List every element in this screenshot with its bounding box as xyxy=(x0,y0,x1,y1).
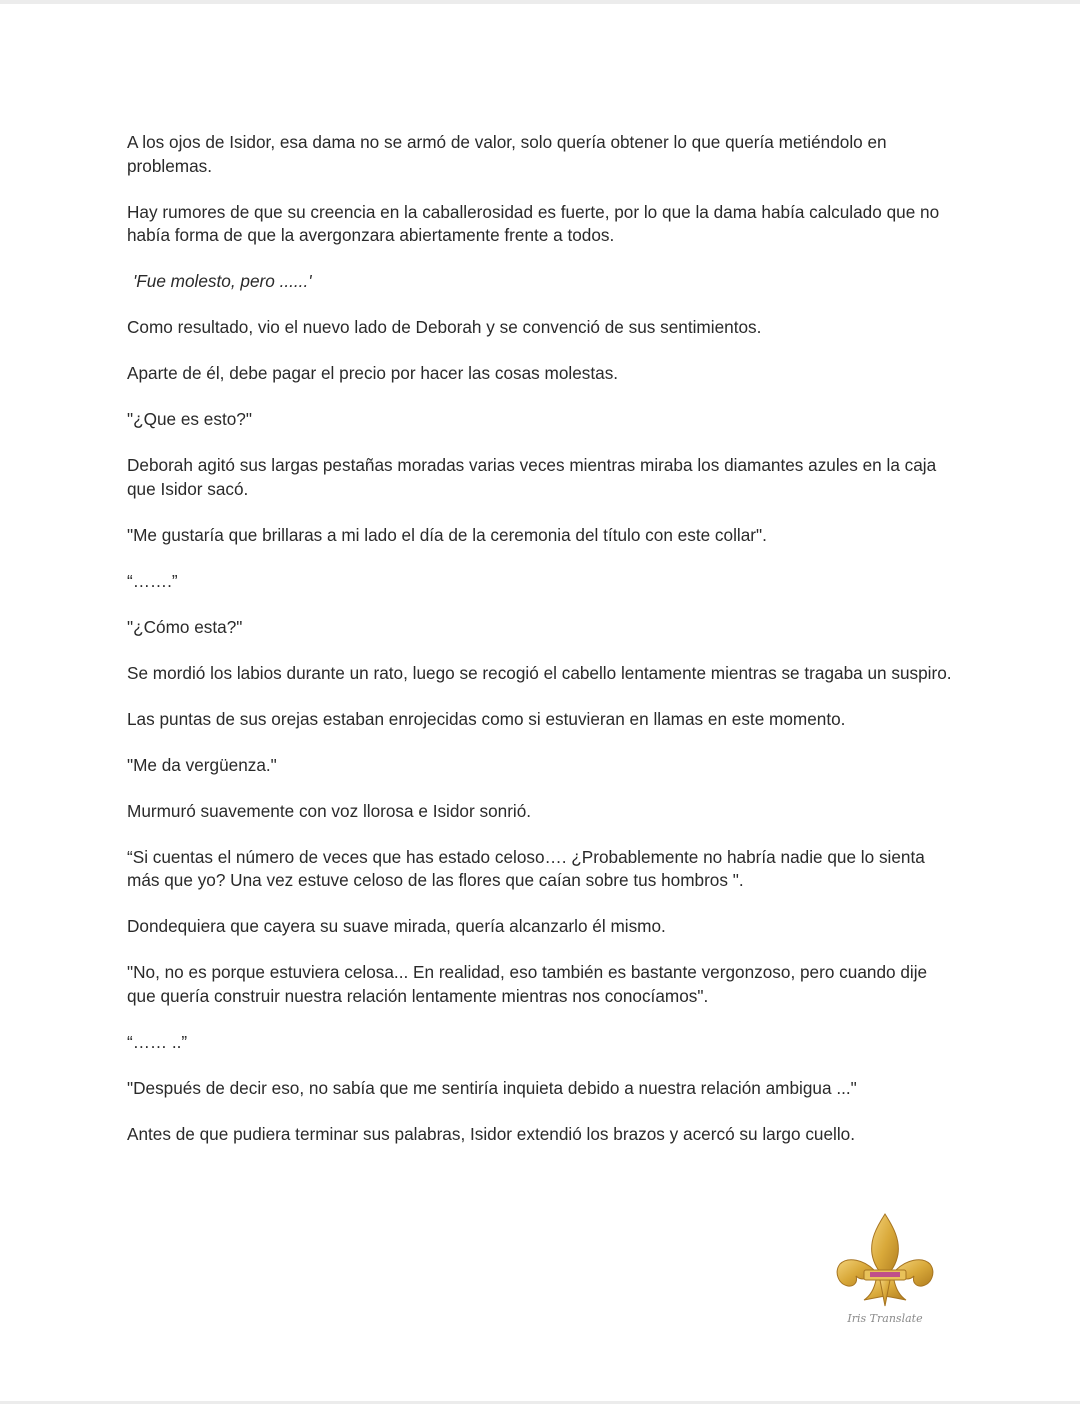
paragraph-dialogue: “…….” xyxy=(127,570,178,591)
paragraph: Se mordió los labios durante un rato, luego se recogió el cabello lentamente mientras se tragaba un suspiro. xyxy=(127,662,952,683)
paragraph-dialogue: "Me da vergüenza." xyxy=(127,754,277,775)
paragraph: Las puntas de sus orejas estaban enrojecidas como si estuvieran en llamas en este momento. xyxy=(127,708,846,729)
paragraph-dialogue: "Después de decir eso, no sabía que me sentiría inquieta debido a nuestra relación ambigua ..." xyxy=(127,1077,857,1098)
paragraph-italic-thought: 'Fue molesto, pero ......' xyxy=(133,271,312,291)
paragraph-dialogue: “Si cuentas el número de veces que has estado celoso…. ¿Probablemente no habría nadie que lo sienta más que yo? Una vez estuve celoso de las flores que caían sobre tus hombros ". xyxy=(127,846,925,890)
fleur-de-lis-icon xyxy=(830,1210,940,1330)
paragraph-dialogue: "¿Que es esto?" xyxy=(127,409,252,429)
paragraph: Hay rumores de que su creencia en la caballerosidad es fuerte, por lo que la dama había calculado que no había forma de que la avergonzara abiertamente frente a todos. xyxy=(127,201,940,245)
translator-logo xyxy=(830,1210,940,1330)
paragraph: Murmuró suavemente con voz llorosa e Isidor sonrió. xyxy=(127,800,532,821)
top-border xyxy=(0,0,1080,4)
paragraph: Deborah agitó sus largas pestañas moradas varias veces mientras miraba los diamantes azules en la caja que Isidor sacó. xyxy=(127,455,937,499)
logo-signature: Iris Translate xyxy=(847,1312,923,1325)
document-body xyxy=(127,131,957,1169)
paragraph-dialogue: "No, no es porque estuviera celosa... En realidad, eso también es bastante vergonzoso, pero cuando dije que quería construir nuestra relación lentamente mientras nos conocíamos". xyxy=(127,962,928,1006)
paragraph-dialogue: "¿Cómo esta?" xyxy=(127,616,243,637)
paragraph: A los ojos de Isidor, esa dama no se armó de valor, solo quería obtener lo que quería metiéndolo en problemas. xyxy=(127,132,887,176)
paragraph: Dondequiera que cayera su suave mirada, quería alcanzarlo él mismo. xyxy=(127,916,666,936)
paragraph-dialogue: “…… ..” xyxy=(127,1031,188,1052)
paragraph: Aparte de él, debe pagar el precio por hacer las cosas molestas. xyxy=(127,363,619,383)
paragraph: Antes de que pudiera terminar sus palabras, Isidor extendió los brazos y acercó su largo cuello. xyxy=(127,1123,856,1144)
paragraph: Como resultado, vio el nuevo lado de Deborah y se convenció de sus sentimientos. xyxy=(127,317,762,337)
paragraph-dialogue: "Me gustaría que brillaras a mi lado el día de la ceremonia del título con este collar". xyxy=(127,524,767,545)
